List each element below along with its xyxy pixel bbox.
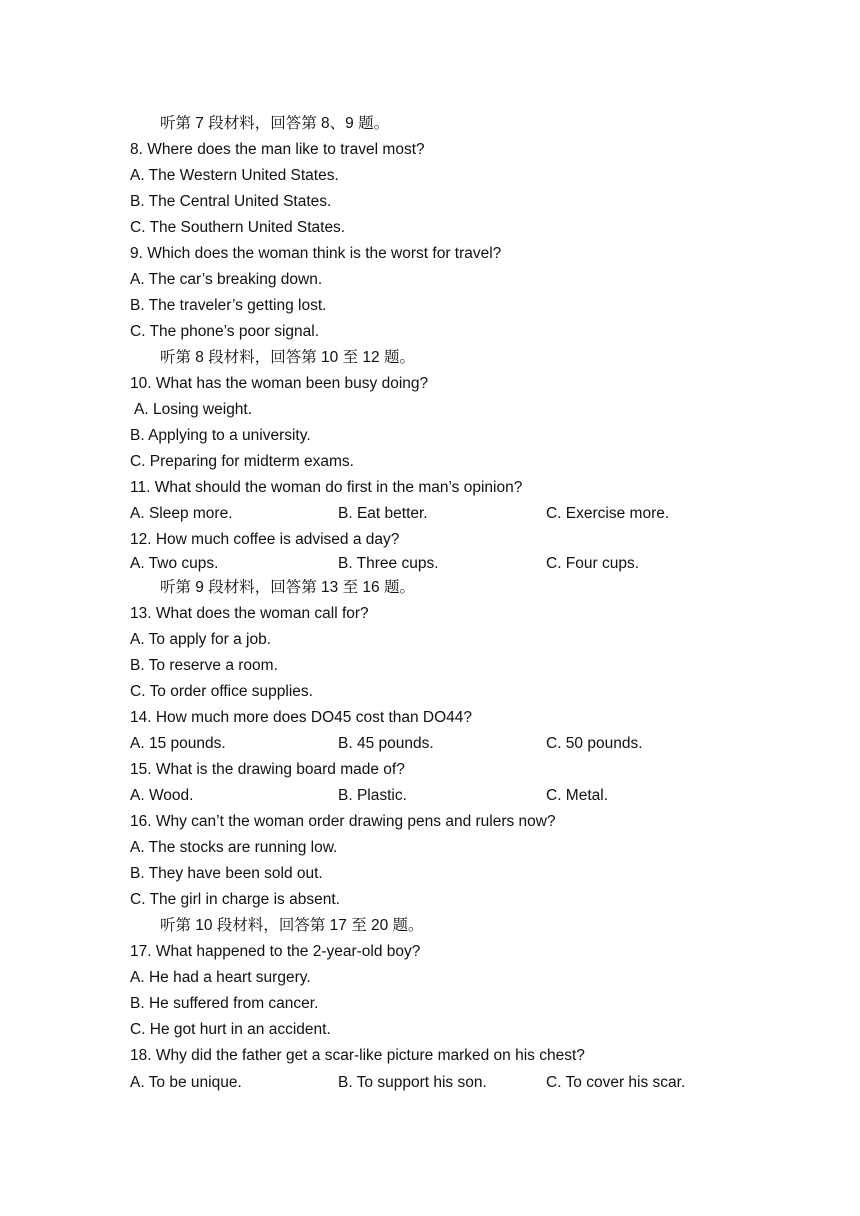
option-c: C. 50 pounds. [546,735,643,752]
option-line: C. The Southern United States. [130,219,346,236]
option-line: C. Preparing for midterm exams. [130,453,354,470]
option-line: B. The traveler’s getting lost. [130,297,327,314]
option-line: A. The Western United States. [130,167,339,184]
option-line: B. To reserve a room. [130,657,278,674]
option-line: B. Applying to a university. [130,427,311,444]
section-heading-7: 听第 7 段材料，回答第 8、9 题。 [160,115,390,132]
question-15: 15. What is the drawing board made of? [130,761,405,778]
option-c: C. To cover his scar. [546,1074,686,1091]
option-b: B. To support his son. [338,1074,487,1091]
option-a: A. Sleep more. [130,505,233,522]
question-17: 17. What happened to the 2-year-old boy? [130,943,421,960]
section-heading-10: 听第 10 段材料，回答第 17 至 20 题。 [160,917,424,934]
option-b: B. Three cups. [338,555,439,572]
question-18: 18. Why did the father get a scar-like picture marked on his chest? [130,1047,585,1064]
question-10: 10. What has the woman been busy doing? [130,375,429,392]
option-b: B. 45 pounds. [338,735,434,752]
options-row-12 [130,554,730,574]
options-row-14 [130,734,730,754]
option-c: C. Metal. [546,787,609,804]
question-8: 8. Where does the man like to travel most? [130,141,425,158]
option-a: A. Two cups. [130,555,219,572]
question-13: 13. What does the woman call for? [130,605,369,622]
option-line: A. The stocks are running low. [130,839,338,856]
option-c: C. Four cups. [546,555,640,572]
question-14: 14. How much more does DO45 cost than DO44? [130,709,473,726]
question-16: 16. Why can’t the woman order drawing pens and rulers now? [130,813,556,830]
option-line: B. They have been sold out. [130,865,323,882]
option-b: B. Plastic. [338,787,407,804]
options-row-18 [130,1073,730,1093]
option-b: B. Eat better. [338,505,428,522]
option-line: B. The Central United States. [130,193,332,210]
option-line: A. He had a heart surgery. [130,969,311,986]
options-row-11 [130,504,730,524]
question-12: 12. How much coffee is advised a day? [130,531,400,548]
section-heading-9: 听第 9 段材料，回答第 13 至 16 题。 [160,579,415,596]
option-a: A. Wood. [130,787,194,804]
option-line: A. To apply for a job. [130,631,272,648]
options-row-15 [130,786,730,806]
option-line: A. Losing weight. [134,401,253,418]
option-c: C. Exercise more. [546,505,670,522]
option-a: A. To be unique. [130,1074,242,1091]
question-9: 9. Which does the woman think is the worst for travel? [130,245,502,262]
option-line: C. The phone’s poor signal. [130,323,319,340]
option-line: C. He got hurt in an accident. [130,1021,331,1038]
option-line: B. He suffered from cancer. [130,995,319,1012]
section-heading-8: 听第 8 段材料，回答第 10 至 12 题。 [160,349,415,366]
option-a: A. 15 pounds. [130,735,226,752]
option-line: A. The car’s breaking down. [130,271,323,288]
option-line: C. To order office supplies. [130,683,313,700]
question-11: 11. What should the woman do first in the man’s opinion? [130,479,523,496]
option-line: C. The girl in charge is absent. [130,891,340,908]
